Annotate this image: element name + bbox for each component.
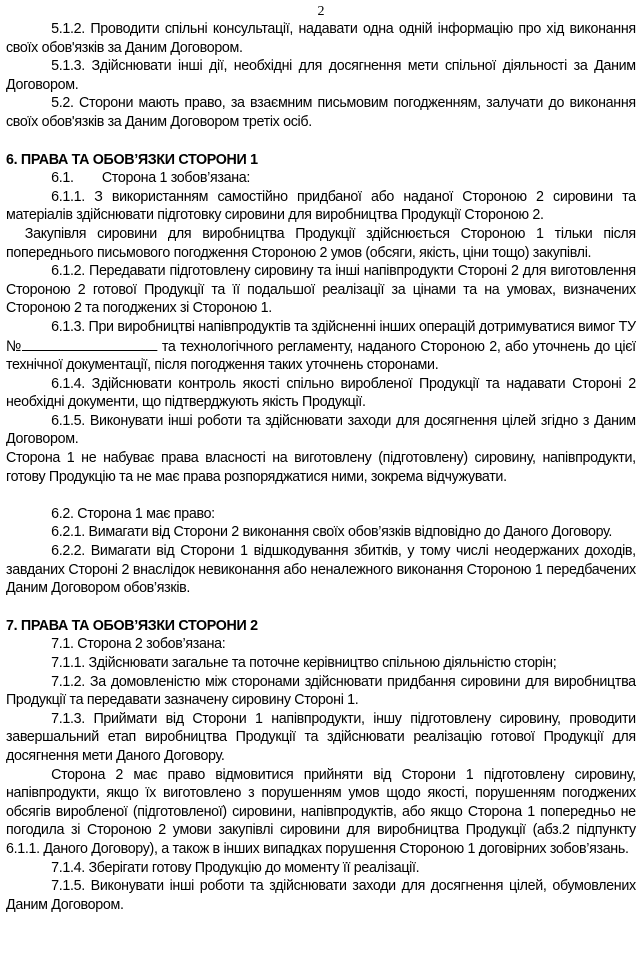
paragraph-6-1	[6, 169, 636, 188]
paragraph-7-1-2: 7.1.2. За домовленістю між сторонами здійснювати придбання сировини для виробництва Продукції та передавати зазначену сировину Стороні 1.	[6, 672, 636, 709]
paragraph-7-1-3: 7.1.3. Приймати від Сторони 1 напівпродукти, іншу підготовлену сировину, проводити завершальний етап виробництва Продукції та здійснювати реалізацію готової Продукції для досягнення мети Даного Договору.	[6, 709, 636, 764]
paragraph-6-1-number: 6.1.	[51, 169, 74, 187]
paragraph-7-1-4: 7.1.4. Зберігати готову Продукцію до моменту її реалізації.	[51, 858, 420, 876]
paragraph-5-2: 5.2. Сторони мають право, за взаємним письмовим погодженням, залучати до виконання своїх обов'язків за Даним Договором третіх осіб.	[6, 94, 636, 130]
paragraph-6-2: 6.2. Сторона 1 має право:	[51, 504, 215, 522]
section-heading-6: 6. ПРАВА ТА ОБОВ’ЯЗКИ СТОРОНИ 1	[6, 150, 258, 168]
paragraph-6-1-5-ownership: Сторона 1 не набуває права власності на виготовлену (підготовлену) сировину, напівпродукти, готову Продукцію та не має права розпоряджатися ними, зокрема відчужувати.	[6, 449, 636, 485]
paragraph-6-1-text: Сторона 1 зобов’язана:	[101, 169, 251, 187]
paragraph-6-1-2: 6.1.2. Передавати підготовлену сировину та інші напівпродукти Стороні 2 для виготовлення Стороною 2 готової Продукції та її подальшої реалізації за цінами та на умовах, визначених Стороною 2 та погоджених зі Стороною 1.	[6, 262, 636, 317]
paragraph-6-1-5: 6.1.5. Виконувати інші роботи та здійснювати заходи для досягнення цілей згідно з Даним Договором.	[6, 411, 636, 448]
spacer	[6, 486, 636, 505]
paragraph-6-1-3-start: 6.1.3. При виробництві напівпродуктів та здійсненні інших операцій дотримуватися вимог ТУ №	[6, 317, 636, 355]
paragraph-7-1: 7.1. Сторона 2 зобов’язана:	[51, 635, 226, 653]
paragraph-7-1-5: 7.1.5. Виконувати інші роботи та здійснювати заходи для досягнення цілей, обумовлених Даним Договором.	[6, 877, 636, 913]
paragraph-6-1-3	[6, 318, 636, 375]
document-body	[6, 20, 636, 914]
page-number: 2	[317, 4, 325, 19]
paragraph-6-1-3-end: та технологічного регламенту, наданого Стороною 2, або уточнень до цієї технічної документації, після погодження таких уточнень сторонами.	[6, 337, 636, 374]
paragraph-5-1-2: 5.1.2. Проводити спільні консультації, надавати одна одній інформацію про хід виконання своїх обов'язків за Даним Договором.	[6, 20, 636, 56]
paragraph-7-1-1: 7.1.1. Здійснювати загальне та поточне керівництво спільною діяльністю сторін;	[51, 654, 557, 671]
tu-number-blank-field[interactable]	[22, 337, 157, 351]
paragraph-6-2-2: 6.2.2. Вимагати від Сторони 1 відшкодування збитків, у тому числі неодержаних доходів, завданих Стороні 2 внаслідок невиконання або неналежного виконання Стороною 1 передбачених Даним Договором обов’язків.	[6, 542, 636, 597]
paragraph-5-1-3: 5.1.3. Здійснювати інші дії, необхідні для досягнення мети спільної діяльності за Даним Договором.	[6, 57, 636, 93]
paragraph-7-1-3-refusal: Сторона 2 має право відмовитися прийняти від Сторони 1 підготовлену сировину, напівпродукти, якщо їх виготовлено з порушенням умов щодо якості, порушенням погоджених обсягів виробленої (підготовленої) сировини, напівпродуктів, або якщо Сторона 1 попередньо не погодила зі Стороною 2 умови закупівлі сировини для виробництва Продукції (абз.2 підпункту 6.1.1. Даного Договору), а також в інших випадках порушення Стороною 1 договірних зобов’язань.	[6, 765, 636, 857]
paragraph-6-1-1: 6.1.1. З використанням самостійно придбаної або наданої Стороною 2 сировини та матеріалів здійснювати підготовку сировини для виробництва Продукції Стороною 2.	[6, 187, 636, 224]
section-heading-7: 7. ПРАВА ТА ОБОВ’ЯЗКИ СТОРОНИ 2	[6, 616, 258, 634]
paragraph-6-1-4: 6.1.4. Здійснювати контроль якості спільно виробленої Продукції та надавати Стороні 2 необхідні документи, що підтверджують якість Продукції.	[6, 374, 636, 411]
paragraph-6-1-1-purchase: Закупівля сировини для виробництва Продукції здійснюється Стороною 1 тільки після попереднього письмового погодження Стороною 2 умов (обсяги, якість, ціни тощо) закупівлі.	[6, 224, 636, 261]
paragraph-6-2-1: 6.2.1. Вимагати від Сторони 2 виконання своїх обов’язків відповідно до Даного Договору.	[51, 523, 613, 541]
